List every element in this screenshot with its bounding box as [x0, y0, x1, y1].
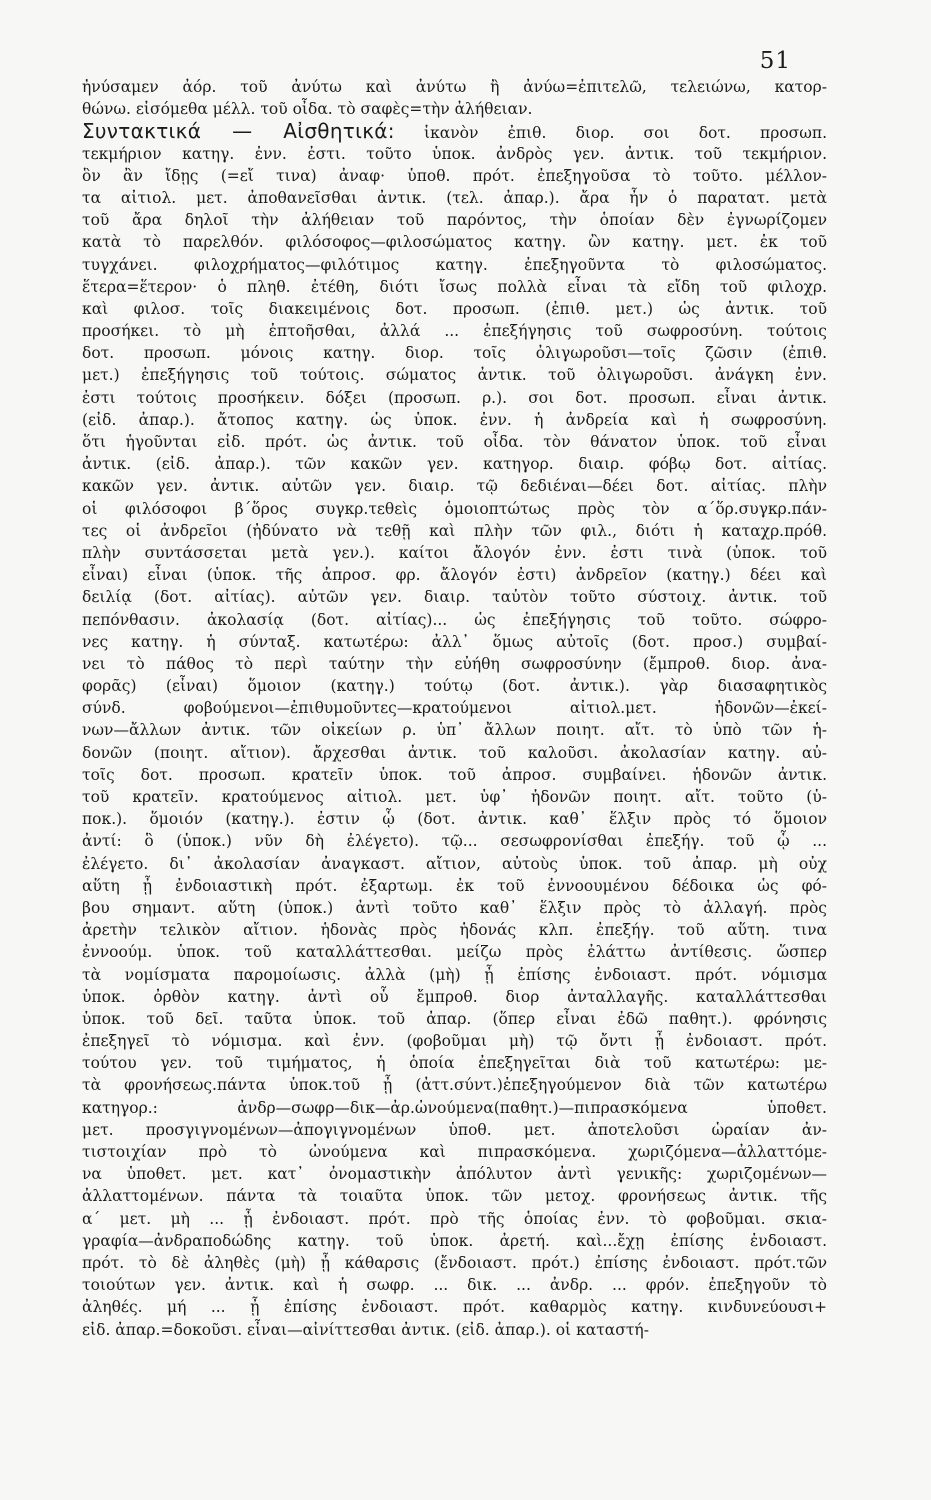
text-line: νων—ἄλλων ἀντικ. τῶν οἰκείων ρ. ὑπ᾽ ἄλλων ποιητ. αἴτ. τὸ ὑπὸ τῶν ἡ-	[82, 721, 827, 740]
section-heading: Συντακτικά — Αἰσθητικά:	[82, 120, 395, 143]
text-line: ὃν ἂν ἴδῃς (=εἴ τινα) ἀναφ· ὑποθ. πρότ. ἐπεξηγοῦσα τὸ τοῦτο. μέλλον-	[82, 166, 827, 185]
text-line: τεκμήριον κατηγ. ἐνν. ἐστι. τοῦτο ὑποκ. ἀνδρὸς γεν. ἀντικ. τοῦ τεκμήριον.	[82, 144, 827, 163]
heading-rest: ἱκανὸν ἐπιθ. διορ. σοι δοτ. προσωπ.	[394, 124, 827, 143]
text-line: κατηγορ.: ἀνδρ—σωφρ—δικ—ἀρ.ὠνούμενα(παθητ.)—πιπρασκόμενα ὑποθετ.	[82, 1098, 827, 1117]
text-line: τὰ φρονήσεως.πάντα ὑποκ.τοῦ ᾖ (ἀττ.σύντ.)ἐπεξηγούμενον διὰ τῶν κατωτέρω	[82, 1076, 827, 1095]
text-line: φορᾶς) (εἶναι) ὅμοιον (κατηγ.) τούτῳ (δοτ. ἀντικ.). γὰρ διασαφητικὸς	[82, 677, 827, 696]
text-line: τούτου γεν. τοῦ τιμήματος, ἡ ὁποία ἐπεξηγεῖται διὰ τοῦ κατωτέρω: με-	[82, 1054, 827, 1073]
text-line: ἀντικ. (εἰδ. ἀπαρ.). τῶν κακῶν γεν. κατηγορ. διαιρ. φόβῳ δοτ. αἰτίας.	[82, 455, 827, 474]
text-line: ποκ.). ὅμοιόν (κατηγ.). ἐστιν ᾧ (δοτ. ἀντικ. καθ᾽ ἕλξιν πρὸς τό ὅμοιον	[82, 810, 827, 829]
text-line: ὅτι ἡγοῦνται εἰδ. πρότ. ὡς ἀντικ. τοῦ οἶδα. τὸν θάνατον ὑποκ. τοῦ εἶναι	[82, 433, 827, 451]
text-line: ὑποκ. ὀρθὸν κατηγ. ἀντὶ οὗ ἔμπροθ. διορ ἀνταλλαγῆς. καταλλάττεσθαι	[82, 987, 827, 1006]
text-line: εἰδ. ἀπαρ.=δοκοῦσι. εἶναι—αἰνίττεσθαι ἀντικ. (εἰδ. ἀπαρ.). οἱ καταστή-	[82, 1320, 649, 1339]
text-line: σύνδ. φοβούμενοι—ἐπιθυμοῦντες—κρατούμενοι αἰτιολ.μετ. ἡδονῶν—ἐκεί-	[82, 699, 827, 718]
text-line: μετ. προσγιγνομένων—ἀπογιγνομένων ὑποθ. μετ. ἀποτελοῦσι ὡραίαν ἀν-	[82, 1120, 827, 1139]
text-line: ἀντί: ὃ (ὑποκ.) νῦν δὴ ἐλέγετο). τῷ... σεσωφρονίσθαι ἐπεξήγ. τοῦ ᾧ ...	[82, 832, 827, 851]
body-text	[82, 76, 827, 1341]
text-line: ἀρετὴν τελικὸν αἴτιον. ἡδονὰς πρὸς ἡδονάς κλπ. ἐπεξήγ. τοῦ αὕτη. τινα	[82, 921, 827, 940]
text-line: εἶναι) εἶναι (ὑποκ. τῆς ἀπροσ. φρ. ἄλογόν ἐστι) ἀνδρεῖον (κατηγ.) δέει καὶ	[82, 566, 827, 585]
text-line: μετ.) ἐπεξήγησις τοῦ τούτοις. σώματος ἀντικ. τοῦ ὀλιγωροῦσι. ἀνάγκη ἐνν.	[82, 366, 827, 385]
text-line: τες οἱ ἀνδρεῖοι (ἠδύνατο νὰ τεθῇ καὶ πλὴν τῶν φιλ., διότι ἡ καταχρ.πρόθ.	[82, 521, 827, 540]
text-line: τιστοιχίαν πρὸ τὸ ὠνούμενα καὶ πιπρασκόμενα. χωριζόμενα—ἀλλαττόμε-	[82, 1143, 827, 1161]
text-line: ἐλέγετο. δι᾽ ἀκολασίαν ἀναγκαστ. αἴτιον, αὐτοὺς ὑποκ. τοῦ ἀπαρ. μὴ οὐχ	[82, 854, 827, 873]
text-line: θώνω. εἰσόμεθα μέλλ. τοῦ οἶδα. τὸ σαφὲς=τὴν ἀλήθειαν.	[82, 100, 533, 119]
text-line: τοιούτων γεν. ἀντικ. καὶ ἡ σωφρ. ... δικ. ... ἀνδρ. ... φρόν. ἐπεξηγοῦν τὸ	[82, 1276, 827, 1295]
text-line: δοτ. προσωπ. μόνοις κατηγ. διορ. τοῖς ὀλιγωροῦσι—τοῖς ζῶσιν (ἐπιθ.	[82, 344, 827, 363]
text-line: τυγχάνει. φιλοχρήματος—φιλότιμος κατηγ. ἐπεξηγοῦντα τὸ φιλοσώματος.	[82, 255, 827, 274]
text-line: κατὰ τὸ παρελθόν. φιλόσοφος—φιλοσώματος κατηγ. ὢν κατηγ. μετ. ἐκ τοῦ	[82, 233, 827, 252]
text-line: τοῦ ἄρα δηλοῖ τὴν ἀλήθειαν τοῦ παρόντος, τὴν ὁποίαν δὲν ἐγνωρίζομεν	[82, 211, 827, 230]
text-line	[82, 120, 827, 142]
text-line: καὶ φιλοσ. τοῖς διακειμένοις δοτ. προσωπ. (ἐπιθ. μετ.) ὡς ἀντικ. τοῦ	[82, 299, 827, 318]
text-line: πρότ. τὸ δὲ ἀληθὲς (μὴ) ᾖ κάθαρσις (ἔνδοιαστ. πρότ.) ἐπίσης ἐνδοιαστ. πρότ.τῶν	[82, 1253, 827, 1272]
text-line: γραφία—ἀνδραποδώδης κατηγ. τοῦ ὑποκ. ἀρετή. καὶ...ἔχῃ ἐπίσης ἐνδοιαστ.	[82, 1231, 827, 1250]
text-line: α΄ μετ. μὴ ... ᾖ ἐνδοιαστ. πρότ. πρὸ τῆς ὁποίας ἐνν. τὸ φοβοῦμαι. σκια-	[82, 1209, 827, 1228]
text-line: αὕτη ᾖ ἐνδοιαστικὴ πρότ. ἐξαρτωμ. ἐκ τοῦ ἐννοουμένου δέδοικα ὡς φό-	[82, 876, 827, 895]
text-line: πεπόνθασιν. ἀκολασίᾳ (δοτ. αἰτίας)... ὡς ἐπεξήγησις τοῦ τοῦτο. σώφρο-	[82, 610, 827, 629]
text-line: ἀλλαττομένων. πάντα τὰ τοιαῦτα ὑποκ. τῶν μετοχ. φρονήσεως ἀντικ. τῆς	[82, 1187, 827, 1206]
text-line: τοῖς δοτ. προσωπ. κρατεῖν ὑποκ. τοῦ ἀπροσ. συμβαίνει. ἡδονῶν ἀντικ.	[82, 765, 827, 784]
text-line: νες κατηγ. ἡ σύνταξ. κατωτέρω: ἀλλ᾽ ὅμως αὐτοῖς (δοτ. προσ.) συμβαί-	[82, 632, 827, 651]
text-line: ἐστι τούτοις προσήκειν. δόξει (προσωπ. ρ.). σοι δοτ. προσωπ. εἶναι ἀντικ.	[82, 388, 827, 407]
text-line: ἠνύσαμεν ἀόρ. τοῦ ἀνύτω καὶ ἀνύτω ἢ ἀνύω=ἐπιτελῶ, τελειώνω, κατορ-	[82, 78, 827, 96]
text-line: τοῦ κρατεῖν. κρατούμενος αἰτιολ. μετ. ὑφ᾽ ἡδονῶν ποιητ. αἴτ. τοῦτο (ὑ-	[82, 788, 827, 806]
text-line: ἐννοούμ. ὑποκ. τοῦ καταλλάττεσθαι. μείζω πρὸς ἐλάττω ἀντίθεσις. ὥσπερ	[82, 943, 827, 962]
text-line: νει τὸ πάθος τὸ περὶ ταύτην τὴν εὐήθη σωφροσύνην (ἔμπροθ. διορ. ἀνα-	[82, 654, 827, 673]
text-line: προσήκει. τὸ μὴ ἐπτοῆσθαι, ἀλλά ... ἐπεξήγησις τοῦ σωφροσύνη. τούτοις	[82, 322, 827, 341]
text-line: δονῶν (ποιητ. αἴτιον). ἄρχεσθαι ἀντικ. τοῦ καλοῦσι. ἀκολασίαν κατηγ. αὐ-	[82, 743, 827, 762]
text-line: ἐπεξηγεῖ τὸ νόμισμα. καὶ ἐνν. (φοβοῦμαι μὴ) τῷ ὄντι ᾖ ἐνδοιαστ. πρότ.	[82, 1032, 827, 1051]
text-line: ὑποκ. τοῦ δεῖ. ταῦτα ὑποκ. τοῦ ἀπαρ. (ὅπερ εἶναι ἐδῶ παθητ.). φρόνησις	[82, 1009, 827, 1028]
text-line: τὰ νομίσματα παρομοίωσις. ἀλλὰ (μὴ) ᾖ ἐπίσης ἐνδοιαστ. πρότ. νόμισμα	[82, 965, 827, 984]
page-number: 51	[759, 48, 791, 74]
text-line: τα αἰτιολ. μετ. ἀποθανεῖσθαι ἀντικ. (τελ. ἀπαρ.). ἄρα ἦν ὁ παρατατ. μετὰ	[82, 188, 827, 207]
text-line: να ὑποθετ. μετ. κατ᾽ ὀνομαστικὴν ἀπόλυτον ἀντὶ γενικῆς: χωριζομένων—	[82, 1165, 827, 1184]
text-line: οἱ φιλόσοφοι β΄ὅρος συγκρ.τεθεὶς ὁμοιοπτώτως πρὸς τὸν α΄ὅρ.συγκρ.πάν-	[82, 499, 827, 518]
text-line: βου σημαντ. αὕτη (ὑποκ.) ἀντὶ τοῦτο καθ᾽ ἕλξιν πρὸς τὸ ἀλλαγή. πρὸς	[82, 898, 827, 917]
text-line: κακῶν γεν. ἀντικ. αὐτῶν γεν. διαιρ. τῷ δεδιέναι—δέει δοτ. αἰτίας. πλὴν	[82, 477, 827, 496]
text-line: πλὴν συντάσσεται μετὰ γεν.). καίτοι ἄλογόν ἐνν. ἐστι τινὰ (ὑποκ. τοῦ	[82, 543, 827, 562]
text-line: ἕτερα=ἕτερον· ὁ πληθ. ἐτέθη, διότι ἴσως πολλὰ εἶναι τὰ εἴδη τοῦ φιλοχρ.	[82, 277, 827, 296]
text-line: δειλίᾳ (δοτ. αἰτίας). αὐτῶν γεν. διαιρ. ταὐτὸν τοῦτο σύστοιχ. ἀντικ. τοῦ	[82, 588, 827, 607]
text-line: (εἰδ. ἀπαρ.). ἄτοπος κατηγ. ὡς ὑποκ. ἐνν. ἡ ἀνδρεία καὶ ἡ σωφροσύνη.	[82, 410, 827, 429]
text-line: ἀληθές. μή ... ᾖ ἐπίσης ἐνδοιαστ. πρότ. καθαρμὸς κατηγ. κινδυνεύουσι+	[82, 1298, 827, 1317]
